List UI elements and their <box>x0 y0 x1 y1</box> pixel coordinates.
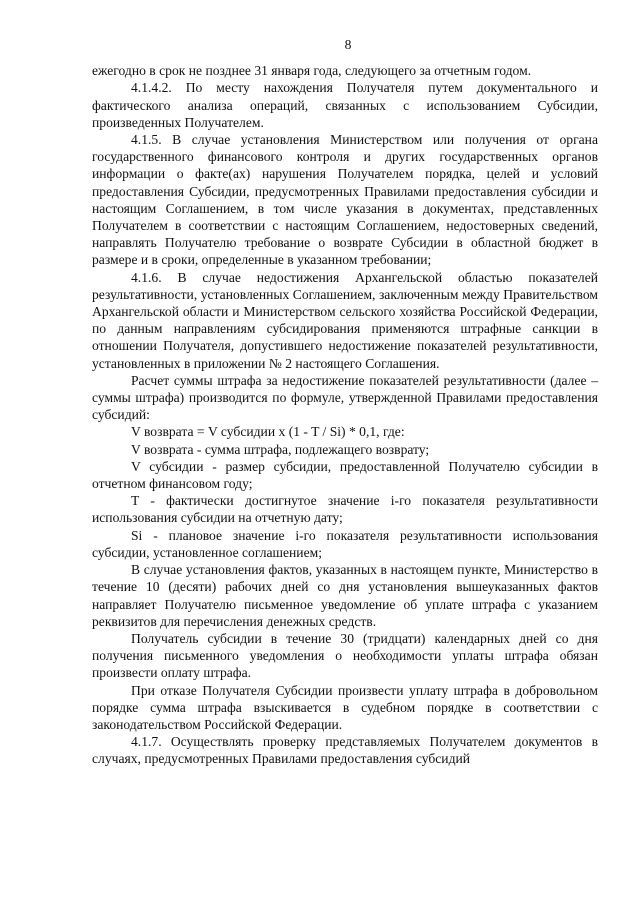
paragraph-4-1-6: 4.1.6. В случае недостижения Архангельской областью показателей результативности, установленных Соглашением, заключенным между Правительством Архангельской области и Министерством сельского хозяйства Российской Федерации, по данным направлениям субсидирования применяются штрафные санкции в отношении Получателя, допустившего недостижение показателей результативности, установленных в приложении № 2 настоящего Соглашения. <box>92 269 598 371</box>
paragraph-formula-v-return: V возврата - сумма штрафа, подлежащего возврату; <box>131 441 430 457</box>
paragraph-4-1-7: 4.1.7. Осуществлять проверку представляемых Получателем документов в случаях, предусмотренных Правилами предоставления субсидий <box>92 734 598 767</box>
paragraph-formula-si: Si - плановое значение i-го показателя результативности использования субсидии, установленное соглашением; <box>92 527 598 560</box>
paragraph-4-1-5: 4.1.5. В случае установления Министерством или получения от органа государственного финансового контроля и других государственных органов информации о факте(ах) нарушения Получателем порядка, целей и условий предоставления Субсидии, предусмотренных Правилами предоставления субсидии и настоящим Соглашением, в том числе указания в документах, представленных Получателем в соответствии с настоящим Соглашением, недостоверных сведений, направлять Получателю требование о возврате Субсидии в областной бюджет в размере и в сроки, определенные в указанном требовании; <box>92 132 598 268</box>
paragraph-refusal: При отказе Получателя Субсидии произвести уплату штрафа в добровольном порядке сумма штрафа взыскивается в судебном порядке в соответствии с законодательством Российской Федерации. <box>92 682 598 732</box>
paragraph-4-1-4-2: 4.1.4.2. По месту нахождения Получателя путем документального и фактического анализа операций, связанных с использованием Субсидии, произведенных Получателем. <box>92 80 598 130</box>
paragraph-notification: В случае установления фактов, указанных в настоящем пункте, Министерство в течение 10 (десяти) рабочих дней со дня установления вышеуказанных фактов направляет Получателю письменное уведомление об уплате штрафа с указанием реквизитов для перечисления денежных средств. <box>92 562 598 629</box>
paragraph-deadline: ежегодно в срок не позднее 31 января года, следующего за отчетным годом. <box>92 63 532 79</box>
paragraph-payment-term: Получатель субсидии в течение 30 (тридцати) календарных дней со дня получения письменного уведомления о необходимости уплаты штрафа обязан произвести оплату штрафа. <box>92 630 598 681</box>
paragraph-formula: V возврата = V субсидии x (1 - T / Si) * 0,1, где: <box>131 424 405 440</box>
paragraph-formula-t: T - фактически достигнутое значение i-го показателя результативности использования субсидии на отчетную дату; <box>92 493 598 526</box>
paragraph-penalty-calculation: Расчет суммы штрафа за недостижение показателей результативности (далее – суммы штрафа) производится по формуле, утвержденной Правилами предоставления субсидий: <box>92 372 598 423</box>
document-page <box>92 36 598 768</box>
paragraph-formula-v-subsidy: V субсидии - размер субсидии, предоставленной Получателю субсидии в отчетном финансовом году; <box>92 458 598 492</box>
page-number: 8 <box>344 37 352 52</box>
